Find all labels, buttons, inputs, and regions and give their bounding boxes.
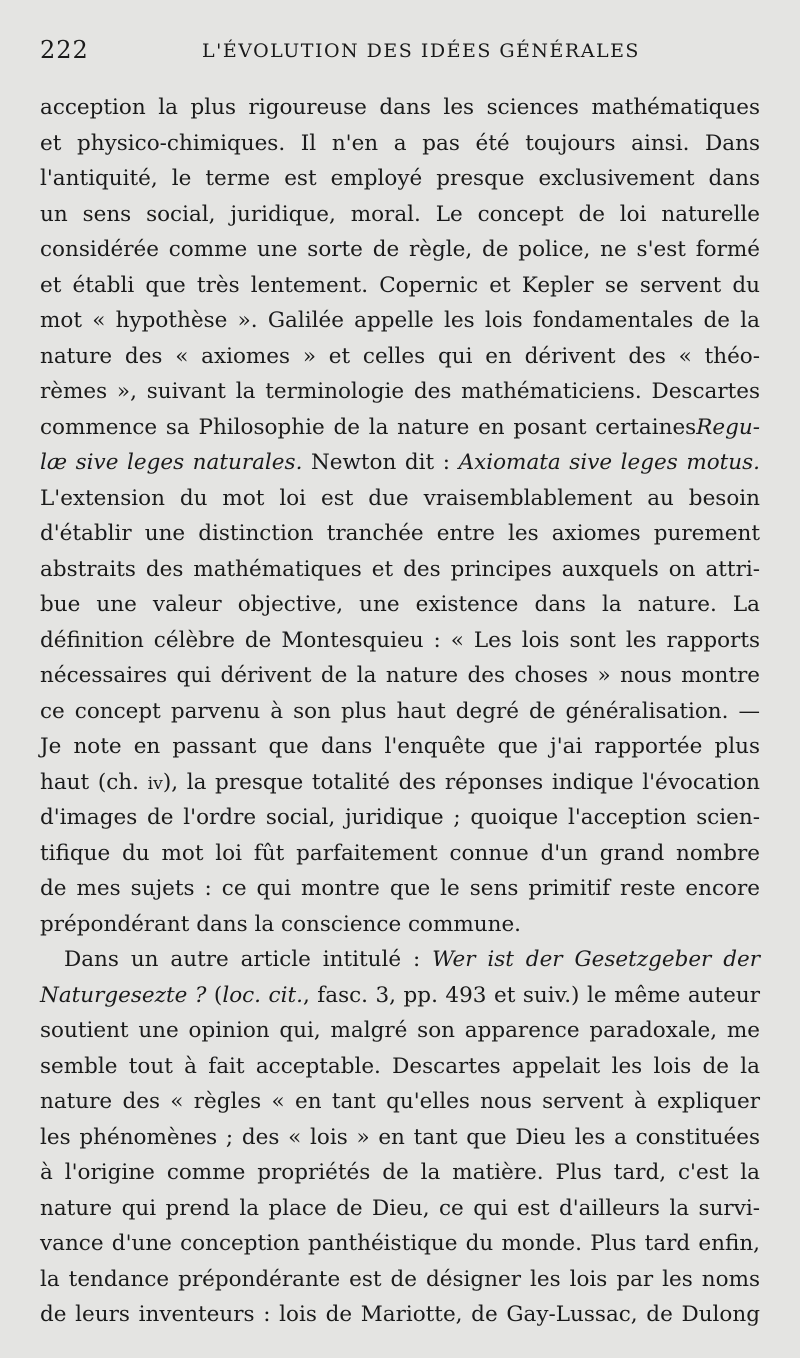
text-line: [40, 942, 760, 978]
text-line: [40, 445, 760, 481]
text-line: nature qui prend la place de Dieu, ce qui est d'ailleurs la survi-: [40, 1195, 760, 1221]
text-line: acception la plus rigoureuse dans les sciences mathématiques: [40, 95, 760, 120]
text-line: [40, 410, 760, 446]
page-number: 222: [40, 36, 89, 64]
text-line: vance d'une conception panthéistique du monde. Plus tard enfin,: [40, 1231, 760, 1256]
italic-segment: Naturgesezte ?: [40, 982, 207, 1008]
body-text: [40, 90, 760, 1333]
text-line: définition célèbre de Montesquieu : « Les lois sont les rapports: [40, 627, 760, 653]
text-line: nécessaires qui dérivent de la nature des choses » nous montre: [40, 663, 760, 688]
text-line: ce concept parvenu à son plus haut degré de généralisation. —: [40, 698, 760, 724]
text-line: et physico-chimiques. Il n'en a pas été toujours ainsi. Dans: [40, 130, 760, 156]
text-line: soutient une opinion qui, malgré son apparence paradoxale, me: [40, 1018, 760, 1043]
italic-segment: loc. cit.: [222, 982, 303, 1008]
text-line: d'images de l'ordre social, juridique ; quoique l'acception scien-: [40, 805, 760, 830]
italic-segment: Wer ist der Gesetzgeber der: [432, 947, 760, 972]
text-line: prépondérant dans la conscience commune.: [40, 911, 522, 937]
text-line: de mes sujets : ce qui montre que le sens primitif reste encore: [40, 876, 760, 901]
text-line: abstraits des mathématiques et des principes auxquels on attri-: [40, 556, 760, 582]
text-line: [40, 978, 760, 1014]
text-line: la tendance prépondérante est de désigner les lois par les noms: [40, 1266, 760, 1292]
italic-segment: Axiomata sive leges motus.: [458, 450, 760, 475]
text-line: considérée comme une sorte de règle, de police, ne s'est formé: [40, 237, 760, 262]
text-line: et établi que très lentement. Copernic et Kepler se servent du: [40, 272, 760, 298]
text-line: L'extension du mot loi est due vraisemblablement au besoin: [40, 485, 760, 511]
text-line: Je note en passant que dans l'enquête que j'ai rapportée plus: [40, 734, 760, 759]
text-segment: commence sa Philosophie de la nature en posant certaines: [40, 414, 697, 440]
text-segment: ), la presque totalité des réponses indique l'évocation: [162, 769, 760, 795]
text-segment: Dans un autre article intitulé :: [64, 947, 433, 972]
text-line: rèmes », suivant la terminologie des mathématiciens. Descartes: [40, 379, 760, 404]
small-caps-segment: iv: [147, 773, 163, 794]
running-title: L'ÉVOLUTION DES IDÉES GÉNÉRALES: [202, 40, 640, 62]
text-line: les phénomènes ; des « lois » en tant que Dieu les a constituées: [40, 1124, 760, 1150]
text-line: tifique du mot loi fût parfaitement connue d'un grand nombre: [40, 840, 760, 866]
italic-segment: Regu-: [696, 414, 760, 440]
text-line: nature des « axiomes » et celles qui en dérivent des « théo-: [40, 343, 760, 369]
italic-segment: læ sive leges naturales.: [40, 450, 303, 475]
text-line: d'établir une distinction tranchée entre les axiomes purement: [40, 521, 760, 546]
text-line: bue une valeur objective, une existence dans la nature. La: [40, 592, 760, 617]
text-segment: Newton dit :: [302, 450, 459, 475]
page-header: [40, 36, 760, 66]
text-line: de leurs inventeurs : lois de Mariotte, de Gay-Lussac, de Dulong: [40, 1302, 760, 1327]
text-line: [40, 765, 760, 801]
text-line: l'antiquité, le terme est employé presque exclusivement dans: [40, 166, 760, 191]
text-segment: , fasc. 3, pp. 493 et suiv.) le même auteur: [302, 982, 760, 1008]
text-line: nature des « règles « en tant qu'elles nous servent à expliquer: [40, 1089, 760, 1114]
text-segment: (: [206, 982, 223, 1008]
text-line: à l'origine comme propriétés de la matière. Plus tard, c'est la: [40, 1160, 760, 1185]
text-line: semble tout à fait acceptable. Descartes appelait les lois de la: [40, 1053, 760, 1079]
text-line: un sens social, juridique, moral. Le concept de loi naturelle: [40, 201, 760, 227]
text-segment: haut (ch.: [40, 769, 148, 795]
text-line: mot « hypothèse ». Galilée appelle les lois fondamentales de la: [40, 308, 760, 333]
